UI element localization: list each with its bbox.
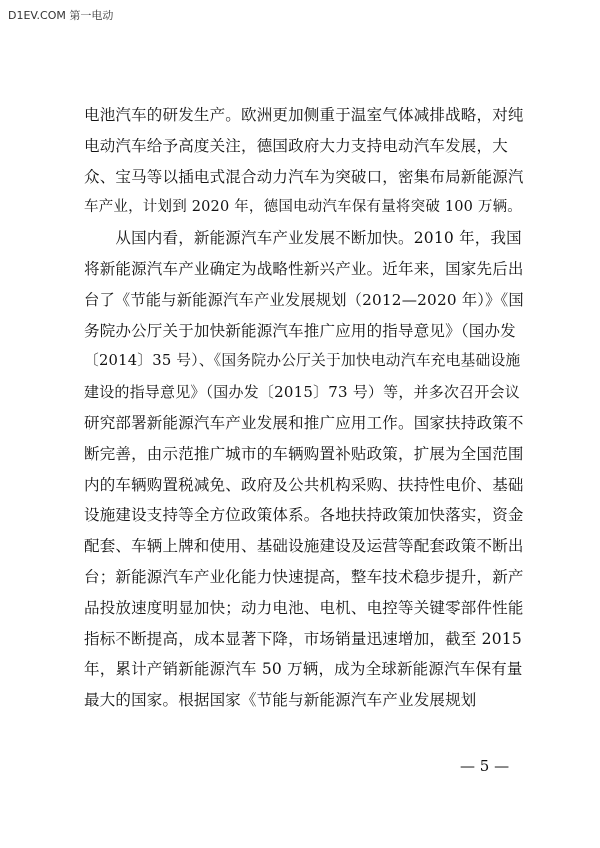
body-line: 品投放速度明显加快；动力电池、电机、电控等关键零部件性能 — [84, 598, 524, 617]
body-line: 电池汽车的研发生产。欧洲更加侧重于温室气体减排战略，对纯 — [84, 106, 524, 124]
document-body — [84, 100, 524, 716]
body-line: 最大的国家。根据国家《节能与新能源汽车产业发展规划 — [84, 691, 477, 710]
body-line: 台了《节能与新能源汽车产业发展规划（2012—2020 年）》《国 — [84, 290, 524, 309]
body-line: 建设的指导意见》（国办发〔2015〕73 号）等，并多次召开会议 — [84, 383, 520, 402]
body-line: 务院办公厅关于加快新能源汽车推广应用的指导意见》（国办发 — [84, 321, 516, 340]
body-line: 配套、车辆上牌和使用、基础设施建设及运营等配套政策不断出 — [84, 537, 524, 556]
site-watermark: D1EV.COM 第一电动 — [8, 9, 114, 22]
body-line: 研究部署新能源汽车产业发展和推广应用工作。国家扶持政策不 — [84, 413, 524, 432]
body-line: 台；新能源汽车产业化能力快速提高，整车技术稳步提升，新产 — [84, 567, 524, 586]
body-line: 从国内看，新能源汽车产业发展不断加快。2010 年，我国 — [84, 229, 522, 248]
body-line: 电动汽车给予高度关注，德国政府大力支持电动汽车发展，大 — [84, 136, 508, 155]
body-line: 车产业，计划到 2020 年，德国电动汽车保有量将突破 100 万辆。 — [84, 199, 523, 216]
page-number: — 5 — — [460, 757, 510, 775]
body-line: 年，累计产销新能源汽车 50 万辆，成为全球新能源汽车保有量 — [84, 660, 523, 679]
body-line: 内的车辆购置税减免、政府及公共机构采购、扶持性电价、基础 — [84, 475, 524, 494]
body-line: 将新能源汽车产业确定为战略性新兴产业。近年来，国家先后出 — [84, 259, 524, 278]
body-line: 众、宝马等以插电式混合动力汽车为突破口，密集布局新能源汽 — [84, 167, 524, 186]
body-line: 〔2014〕35 号）、《国务院办公厅关于加快电动汽车充电基础设施 — [84, 352, 521, 370]
body-line: 指标不断提高，成本显著下降，市场销量迅速增加，截至 2015 — [84, 629, 522, 648]
body-line: 断完善，由示范推广城市的车辆购置补贴政策，扩展为全国范围 — [84, 444, 524, 463]
body-line: 设施建设支持等全方位政策体系。各地扶持政策加快落实，资金 — [84, 506, 524, 525]
